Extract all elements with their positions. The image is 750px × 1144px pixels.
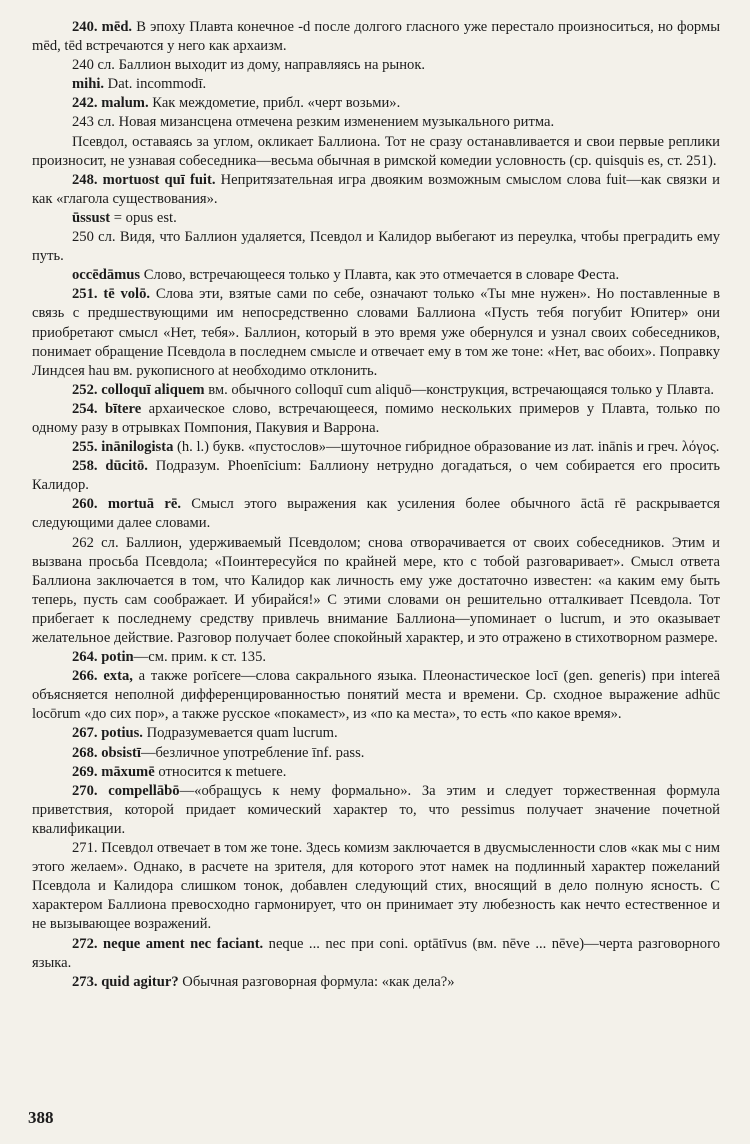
note-lemma: 269. māxumē [72, 763, 155, 780]
note-body: 271. Псевдол отвечает в том же тоне. Здесь комизм заключается в двусмысленности слов «как мы с ним этого желаем». Однако, в расчете на зрителя, для которого этот намек на подлинный характер пожеланий Псевдола и Калидора слишком тонок, добавлен следующий стих, вносящий в дело полную ясность. С характером Баллиона превосходно гармонирует, что он принимает эту любезность как нечто естественное и не вызывающее возражений. [32, 840, 720, 933]
commentary-note [32, 266, 720, 285]
note-body: Обычная разговорная формула: «как дела?» [178, 973, 455, 990]
note-body: Подразум. Phoenīcium: Баллиону нетрудно догадаться, о чем собирается его просить Калидор. [32, 458, 720, 494]
note-lemma: 252. colloquī aliquem [72, 381, 205, 398]
note-lemma: 248. mortuost quī fuit. [72, 171, 216, 188]
page-number: 388 [28, 1108, 54, 1127]
note-body: Подразумевается quam lucrum. [142, 725, 338, 742]
note-lemma: 242. malum. [72, 95, 149, 112]
note-lemma: mihi. [72, 76, 105, 93]
note-body: архаическое слово, встречающееся, помимо нескольких примеров у Плавта, только по одному разу в отрывках Помпония, Пакувия и Варрона. [32, 400, 721, 436]
commentary-note [32, 495, 720, 533]
note-body: neque ... nec при coni. optātīvus (вм. nēve ... nēve)—черта разговорного языка. [32, 935, 721, 971]
note-lemma: 267. potius. [72, 725, 143, 742]
note-lemma: 251. tē volō. [72, 286, 151, 303]
note-lemma: 273. quid agitur? [72, 973, 179, 990]
note-body: 243 сл. Новая мизансцена отмечена резким изменением музыкального ритма. [72, 114, 555, 131]
commentary-note [32, 782, 720, 839]
commentary-text [32, 18, 720, 992]
note-body: вм. обычного colloquī cum aliquō—конструкция, встречающаяся только у Плавта. [204, 381, 715, 398]
commentary-note [32, 839, 720, 934]
note-body: Псевдол, оставаясь за углом, окликает Баллиона. Тот не сразу останавливается и свои первые реплики произносит, не узнавая собеседника—весьма обычная в римской комедии условность (ср. quisquis es, ст. 251). [32, 133, 720, 169]
note-lemma: 270. compellābō [72, 782, 180, 799]
commentary-note [32, 75, 720, 94]
commentary-note [32, 400, 720, 438]
commentary-note [32, 228, 720, 266]
commentary-note [32, 56, 720, 75]
commentary-note [32, 935, 720, 973]
note-lemma: 240. mēd. [72, 19, 133, 35]
note-body: (h. l.) букв. «пустослов»—шуточное гибридное образование из лат. inānis и греч. λόγος. [173, 439, 720, 456]
note-body: 240 сл. Баллион выходит из дому, направляясь на рынок. [72, 57, 426, 74]
note-lemma: 264. potin [72, 649, 134, 666]
commentary-note [32, 18, 720, 56]
commentary-note [32, 285, 720, 380]
commentary-note [32, 457, 720, 495]
commentary-note [32, 973, 720, 992]
note-body: Непритязательная игра двояким возможным смыслом слова fuit—как связки и как «глагола существования». [32, 171, 720, 207]
note-lemma: ūssust [72, 209, 111, 226]
commentary-note [32, 763, 720, 782]
note-body: В эпоху Плавта конечное -d после долгого гласного уже перестало произноситься, но формы mēd, tēd встречаются у него как архаизм. [32, 19, 720, 55]
note-body: относится к metuere. [154, 763, 287, 780]
note-body: Dat. incommodī. [104, 76, 207, 93]
commentary-note [32, 209, 720, 228]
note-body: Как междометие, прибл. «черт возьми». [148, 95, 401, 112]
commentary-note [32, 171, 720, 209]
commentary-note [32, 381, 720, 400]
note-body: —«обращусь к нему формально». За этим и следует торжественная формула приветствия, которой придает комический характер то, что pessimus получает значение почетной квалификации. [32, 782, 720, 837]
note-lemma: 258. dūcitō. [72, 458, 148, 475]
note-body: Слова эти, взятые сами по себе, означают только «Ты мне нужен». Но поставленные в связь с предшествующими им непосредственно словами Баллиона «Пусть тебя погубит Юпитер» они приобретают смысл «Нет, тебя». Баллион, который в это время уже обернулся и узнал своих собеседников, понимает обращение Псевдола в последнем смысле и отвечает ему в том же тоне: «Нет, вас обоих». Поправку Линдсея hau вм. рукописного at необходимо отклонить. [32, 286, 720, 379]
commentary-note [32, 94, 720, 113]
commentary-note [32, 133, 720, 171]
note-body: Слово, встречающееся только у Плавта, как это отмечается в словаре Феста. [140, 267, 620, 284]
note-body: 262 сл. Баллион, удерживаемый Псевдолом; снова отворачивается от своих собеседников. Этим и вызвана просьба Псевдола; «Поинтересуйся по крайней мере, кто с тобой разговаривает». Смысл ответа Баллиона заключается в том, что Калидор как личность ему уже достаточно известен: «а каким ему быть теперь, пусть сам соображает. И убирайся!» С этими словами он решительно отталкивает Псевдола. Тот прибегает к последнему средству привлечь внимание Баллиона—упоминает о lucrum, и это оказывает желательное действие. Разговор получает более спокойный характер, и это отражено в стихотворном размере. [32, 534, 720, 646]
note-lemma: 272. neque ament nec faciant. [72, 935, 264, 952]
note-lemma: 254. bītere [72, 400, 142, 417]
note-lemma: occēdāmus [72, 267, 141, 284]
commentary-note [32, 648, 720, 667]
commentary-note [32, 113, 720, 132]
note-body: = opus est. [110, 209, 177, 226]
commentary-note [32, 667, 720, 724]
commentary-note [32, 744, 720, 763]
note-lemma: 268. obsistī [72, 744, 141, 761]
note-body: —безличное употребление īnf. pass. [140, 744, 365, 761]
note-lemma: 255. inānilogista [72, 439, 174, 456]
commentary-note [32, 438, 720, 457]
commentary-note [32, 724, 720, 743]
note-lemma: 260. mortuā rē. [72, 496, 181, 513]
note-body: а также porīcere—слова сакрального языка. Плеонастическое locī (gen. generis) при intereā объясняется неполной дифференцированностью понятий места и времени. Ср. сходное выражение adhūc locōrum «до сих пор», а также русское «покамест», из «по ка места», то есть «по какое время». [32, 668, 720, 723]
note-body: Смысл этого выражения как усиления более обычного āctā rē раскрывается следующими далее словами. [32, 496, 720, 532]
note-lemma: 266. exta, [72, 668, 133, 685]
note-body: —см. прим. к ст. 135. [133, 649, 267, 666]
commentary-note [32, 534, 720, 649]
note-body: 250 сл. Видя, что Баллион удаляется, Псевдол и Калидор выбегают из переулка, чтобы преградить ему путь. [32, 229, 720, 265]
